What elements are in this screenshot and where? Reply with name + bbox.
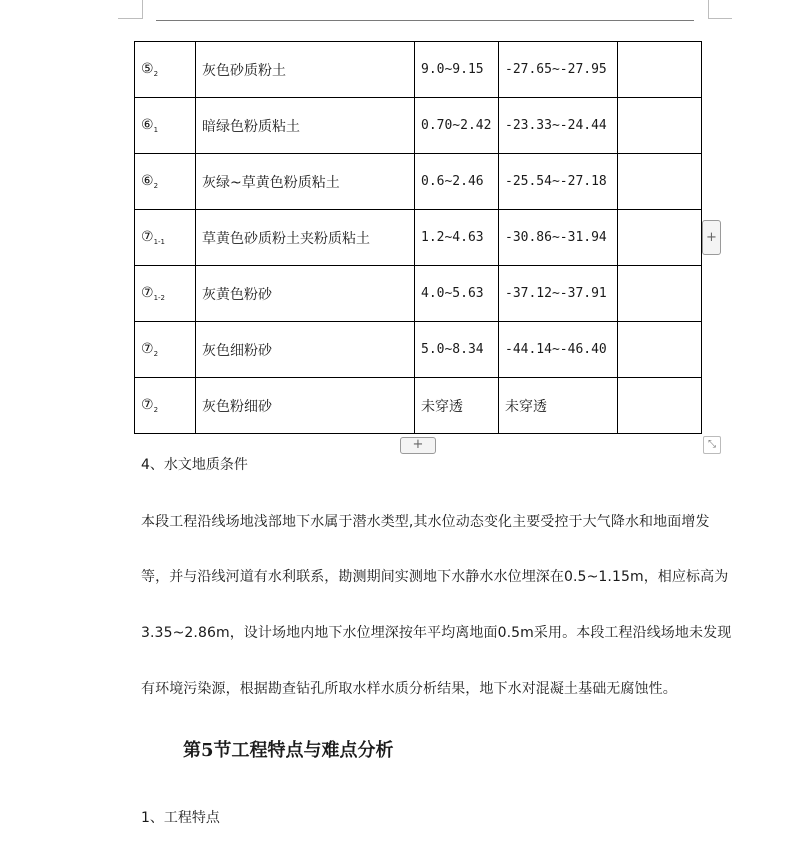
paragraph-line: 3.35~2.86m，设计场地内地下水位埋深按年平均离地面0.5m采用。本段工程沿线场地未发现 xyxy=(141,625,732,641)
layer-mark: ⑤ xyxy=(141,61,154,77)
note-cell[interactable] xyxy=(618,210,702,266)
note-cell[interactable] xyxy=(618,154,702,210)
thickness-cell[interactable]: 1.2~4.63 xyxy=(415,210,499,266)
layer-number-cell[interactable] xyxy=(135,378,196,434)
soil-name-cell[interactable]: 草黄色砂质粉土夹粉质粘土 xyxy=(196,210,415,266)
layer-mark: ⑦ xyxy=(141,285,154,301)
layer-number-cell[interactable] xyxy=(135,154,196,210)
layer-subscript: 2 xyxy=(153,182,159,190)
soil-name-cell[interactable]: 灰黄色粉砂 xyxy=(196,266,415,322)
note-cell[interactable] xyxy=(618,322,702,378)
soil-name-cell[interactable]: 灰色细粉砂 xyxy=(196,322,415,378)
layer-mark: ⑦ xyxy=(141,397,154,413)
page-corner-mark-left xyxy=(142,0,143,18)
elevation-cell[interactable]: -37.12~-37.91 xyxy=(499,266,618,322)
layer-number-cell[interactable] xyxy=(135,322,196,378)
thickness-cell[interactable]: 4.0~5.63 xyxy=(415,266,499,322)
table-resize-handle[interactable]: ⤡ xyxy=(703,436,721,454)
layer-number-cell[interactable] xyxy=(135,42,196,98)
paragraph-line: 等，并与沿线河道有水利联系，勘测期间实测地下水静水水位埋深在0.5~1.15m，相应标高为 xyxy=(141,569,729,585)
layer-mark: ⑦ xyxy=(141,341,154,357)
layer-subscript: 1 xyxy=(153,126,159,134)
layer-mark: ⑥ xyxy=(141,117,154,133)
note-cell[interactable] xyxy=(618,378,702,434)
elevation-cell[interactable]: -44.14~-46.40 xyxy=(499,322,618,378)
table-row xyxy=(135,210,702,266)
note-cell[interactable] xyxy=(618,266,702,322)
elevation-cell[interactable]: -30.86~-31.94 xyxy=(499,210,618,266)
elevation-cell[interactable]: -25.54~-27.18 xyxy=(499,154,618,210)
layer-number-cell[interactable] xyxy=(135,210,196,266)
thickness-cell[interactable]: 未穿透 xyxy=(415,378,499,434)
page-corner-mark-left xyxy=(118,18,143,19)
soil-name-cell[interactable]: 暗绿色粉质粘土 xyxy=(196,98,415,154)
layer-number-cell[interactable] xyxy=(135,98,196,154)
soil-name-cell[interactable]: 灰色砂质粉土 xyxy=(196,42,415,98)
table-row xyxy=(135,266,702,322)
thickness-cell[interactable]: 5.0~8.34 xyxy=(415,322,499,378)
list-item-title: 1、工程特点 xyxy=(141,810,220,826)
layer-number-cell[interactable] xyxy=(135,266,196,322)
note-cell[interactable] xyxy=(618,42,702,98)
paragraph-line: 本段工程沿线场地浅部地下水属于潜水类型,其水位动态变化主要受控于大气降水和地面增发 xyxy=(141,514,710,530)
table-row xyxy=(135,378,702,434)
elevation-cell[interactable]: -23.33~-24.44 xyxy=(499,98,618,154)
thickness-cell[interactable]: 0.70~2.42 xyxy=(415,98,499,154)
layer-subscript: 2 xyxy=(153,350,159,358)
add-column-button[interactable]: + xyxy=(702,220,721,255)
paragraph-line: 有环境污染源，根据勘查钻孔所取水样水质分析结果，地下水对混凝土基础无腐蚀性。 xyxy=(141,681,677,697)
soil-layer-table xyxy=(134,41,702,434)
soil-name-cell[interactable]: 灰色粉细砂 xyxy=(196,378,415,434)
thickness-cell[interactable]: 9.0~9.15 xyxy=(415,42,499,98)
note-cell[interactable] xyxy=(618,98,702,154)
section-hydro-title: 4、水文地质条件 xyxy=(141,457,248,473)
elevation-cell[interactable]: 未穿透 xyxy=(499,378,618,434)
layer-subscript: 2 xyxy=(153,70,159,78)
table-row xyxy=(135,154,702,210)
section-heading: 第5节工程特点与难点分析 xyxy=(183,740,394,761)
table-row xyxy=(135,322,702,378)
layer-mark: ⑥ xyxy=(141,173,154,189)
table-row xyxy=(135,42,702,98)
page-corner-mark-right xyxy=(708,18,732,19)
layer-subscript: 2 xyxy=(153,406,159,414)
layer-mark: ⑦ xyxy=(141,229,154,245)
layer-subscript: 1-1 xyxy=(153,238,165,246)
thickness-cell[interactable]: 0.6~2.46 xyxy=(415,154,499,210)
elevation-cell[interactable]: -27.65~-27.95 xyxy=(499,42,618,98)
table-row xyxy=(135,98,702,154)
header-rule xyxy=(156,20,694,21)
layer-subscript: 1-2 xyxy=(153,294,165,302)
soil-name-cell[interactable]: 灰绿~草黄色粉质粘土 xyxy=(196,154,415,210)
add-row-button[interactable]: + xyxy=(400,437,436,454)
page-corner-mark-right xyxy=(708,0,709,18)
